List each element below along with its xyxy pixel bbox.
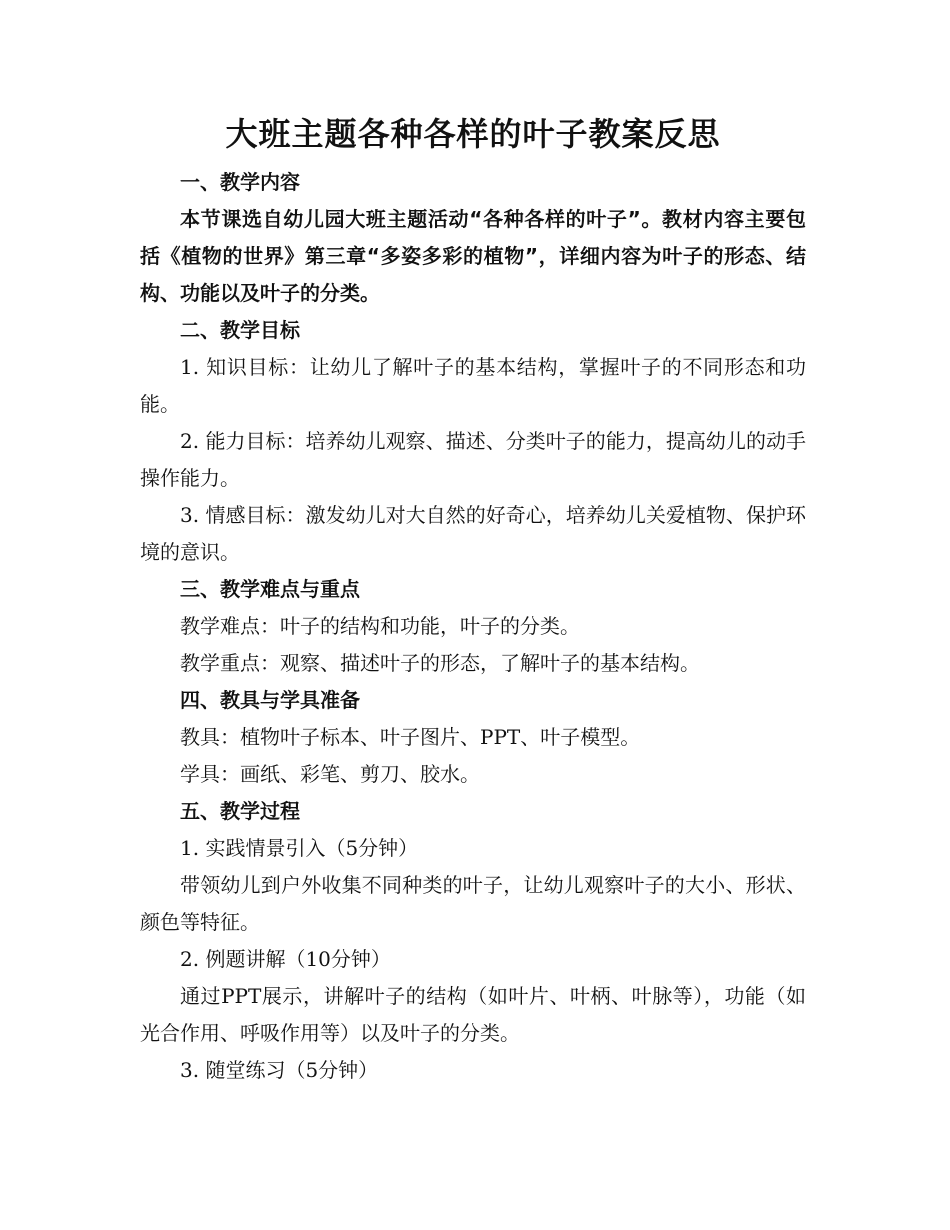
key-point-text: 教学重点：观察、描述叶子的形态，了解叶子的基本结构。 (180, 651, 700, 675)
section-heading-materials: 四、教具与学具准备 (180, 688, 360, 712)
process-step-2-body: 通过PPT展示，讲解叶子的结构（如叶片、叶柄、叶脉等），功能（如光合作用、呼吸作用等）以及叶子的分类。 (140, 984, 806, 1045)
process-step-1-title: 1. 实践情景引入（5分钟） (180, 836, 419, 860)
section-heading-difficulty: 三、教学难点与重点 (180, 577, 360, 601)
goal-item-emotion: 3. 情感目标：激发幼儿对大自然的好奇心，培养幼儿关爱植物、保护环境的意识。 (140, 503, 806, 564)
goal-item-knowledge: 1. 知识目标：让幼儿了解叶子的基本结构，掌握叶子的不同形态和功能。 (140, 355, 806, 416)
document-title: 大班主题各种各样的叶子教案反思 (225, 115, 721, 153)
learning-aids-text: 学具：画纸、彩笔、剪刀、胶水。 (180, 762, 480, 786)
section-body-content: 本节课选自幼儿园大班主题活动“各种各样的叶子”。教材内容主要包括《植物的世界》第三章“多姿多彩的植物”，详细内容为叶子的形态、结构、功能以及叶子的分类。 (140, 207, 806, 305)
section-heading-content: 一、教学内容 (180, 170, 300, 194)
process-step-2-title: 2. 例题讲解（10分钟） (180, 947, 391, 971)
process-step-3-title: 3. 随堂练习（5分钟） (180, 1058, 379, 1082)
process-step-1-body: 带领幼儿到户外收集不同种类的叶子，让幼儿观察叶子的大小、形状、颜色等特征。 (140, 873, 806, 934)
document-page (140, 110, 806, 1089)
goal-item-ability: 2. 能力目标：培养幼儿观察、描述、分类叶子的能力，提高幼儿的动手操作能力。 (140, 429, 806, 490)
difficulty-text: 教学难点：叶子的结构和功能，叶子的分类。 (180, 614, 580, 638)
section-heading-process: 五、教学过程 (180, 799, 300, 823)
teaching-aids-text: 教具：植物叶子标本、叶子图片、PPT、叶子模型。 (180, 725, 641, 749)
section-heading-goals: 二、教学目标 (180, 318, 300, 342)
